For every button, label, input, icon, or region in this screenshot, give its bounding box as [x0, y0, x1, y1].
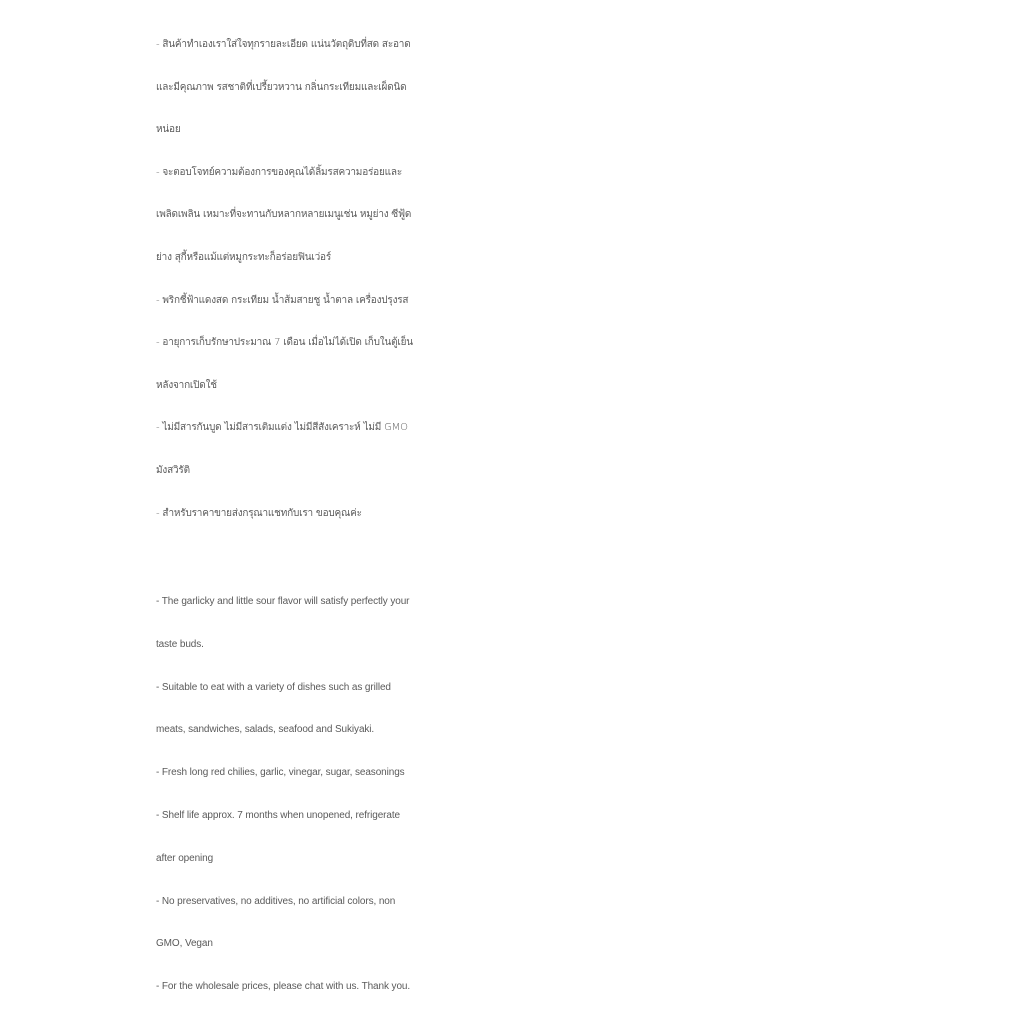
thai-line: - จะตอบโจทย์ความต้องการของคุณได้ลิ้มรสความอร่อยและ: [156, 166, 402, 178]
thai-line: - อายุการเก็บรักษาประมาณ 7 เดือน เมื่อไม่ได้เปิด เก็บในตู้เย็น: [156, 337, 413, 349]
thai-line: - สินค้าทำเองเราใส่ใจทุกรายละเอียด แน่นวัตถุดิบที่สด สะอาด: [156, 39, 411, 50]
english-line: meats, sandwiches, salads, seafood and Sukiyaki.: [156, 724, 375, 736]
english-line: - Suitable to eat with a variety of dishes such as grilled: [156, 681, 391, 693]
english-line: - For the wholesale prices, please chat with us. Thank you.: [156, 981, 411, 993]
thai-line: - สำหรับราคาขายส่งกรุณาแชทกับเรา ขอบคุณค่ะ: [156, 507, 362, 519]
thai-line: มังสวิรัติ: [156, 464, 190, 476]
thai-line: เพลิดเพลิน เหมาะที่จะทานกับหลากหลายเมนูเช่น หมูย่าง ซีฟู้ด: [156, 209, 412, 221]
thai-line: หน่อย: [156, 124, 181, 136]
english-line: - Fresh long red chilies, garlic, vinegar, sugar, seasonings: [156, 767, 405, 779]
thai-line: หลังจากเปิดใช้: [156, 379, 217, 391]
thai-line: - ไม่มีสารกันบูด ไม่มีสารเติมแต่ง ไม่มีสีสังเคราะห์ ไม่มี GMO: [156, 422, 408, 434]
english-line: - The garlicky and little sour flavor will satisfy perfectly your: [156, 596, 410, 607]
thai-line: ย่าง สุกี้หรือแม้แต่หมูกระทะก็อร่อยฟินเว่อร์: [156, 251, 332, 263]
english-line: - Shelf life approx. 7 months when unopened, refrigerate: [156, 809, 400, 821]
english-line: after opening: [156, 852, 214, 864]
thai-description: [156, 24, 876, 535]
english-line: - No preservatives, no additives, no artificial colors, non: [156, 895, 396, 907]
english-line: taste buds.: [156, 638, 204, 650]
english-line: GMO, Vegan: [156, 938, 213, 950]
thai-line: และมีคุณภาพ รสชาติที่เปรี้ยวหวาน กลิ่นกระเทียมและเผ็ดนิด: [156, 81, 407, 93]
thai-line: - พริกชี้ฟ้าแดงสด กระเทียม น้ำส้มสายชู น้ำตาล เครื่องปรุงรส: [156, 294, 409, 306]
english-description: [156, 581, 876, 1009]
